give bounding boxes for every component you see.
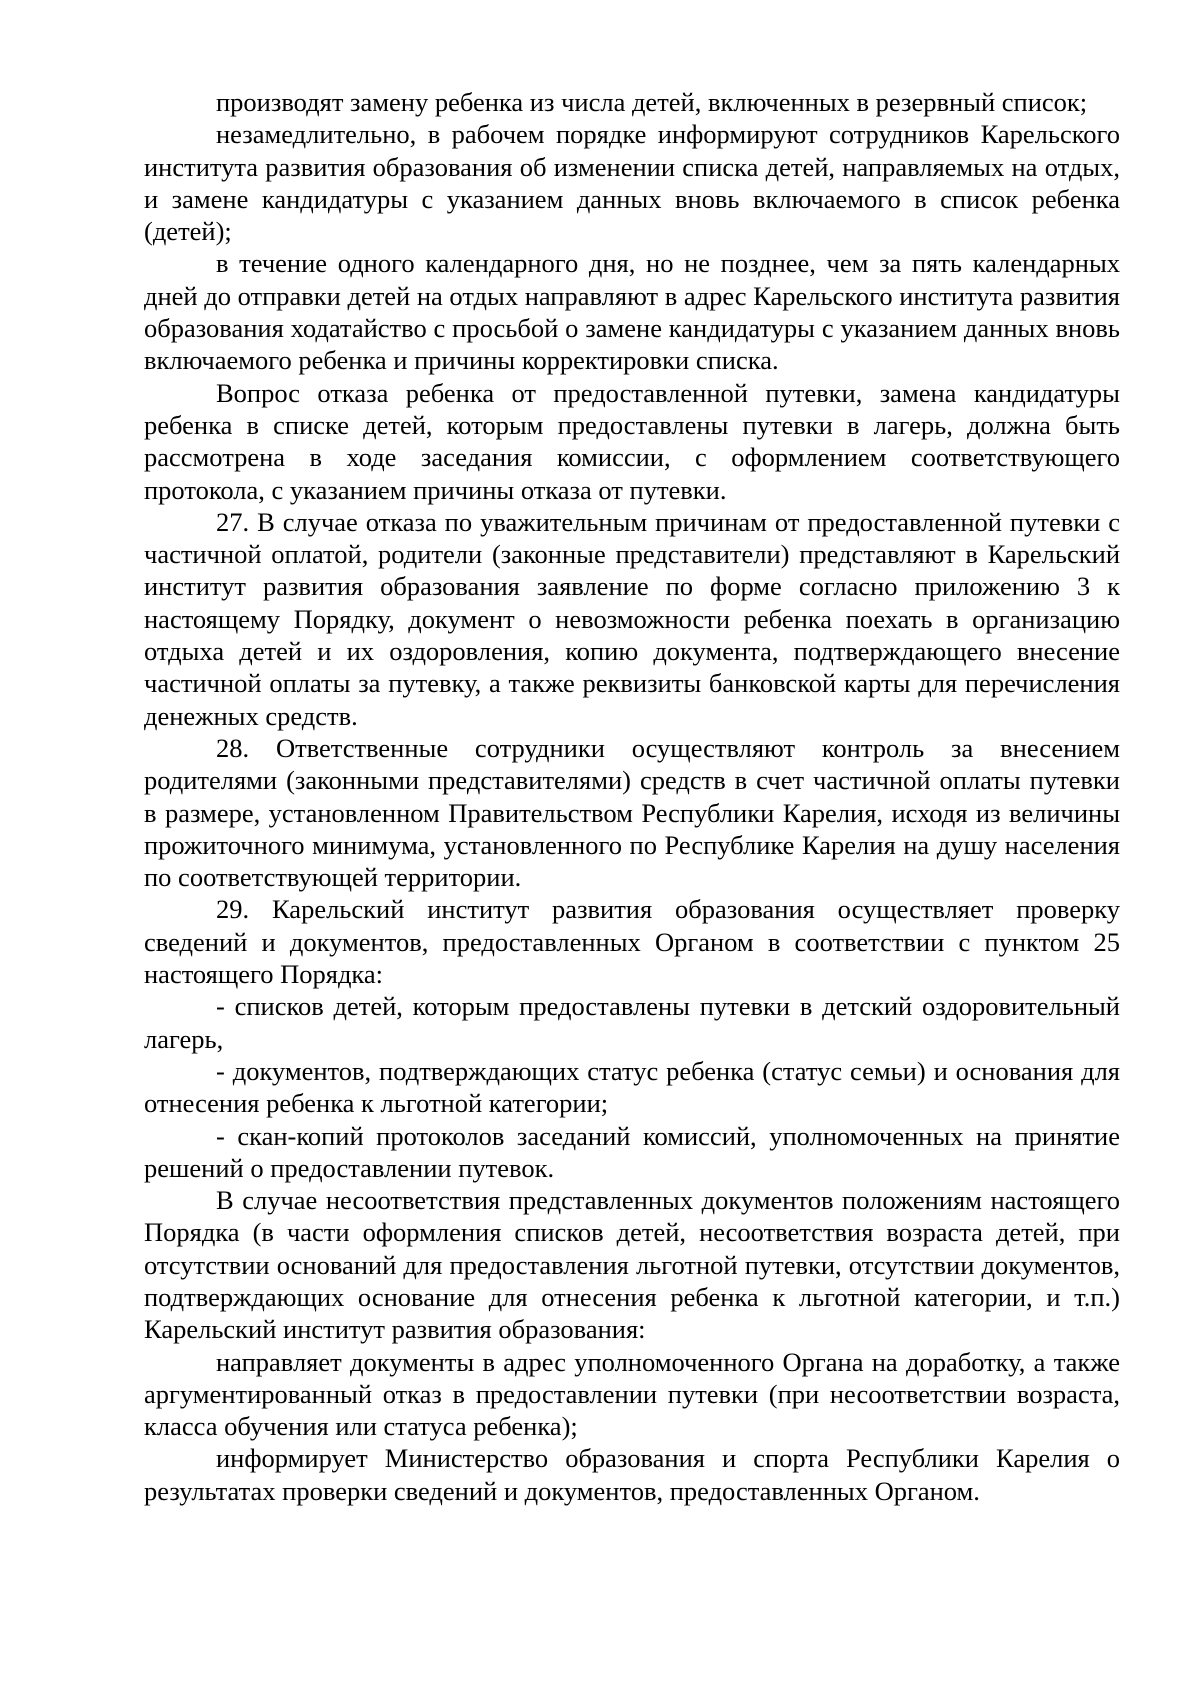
paragraph-inform-ministry: информирует Министерство образования и спорта Республики Карелия о результатах проверки сведений и документов, предоставленных Органом. (144, 1443, 1120, 1506)
paragraph-mismatch-case: В случае несоответствия представленных документов положениям настоящего Порядка (в части оформления списков детей, несоответствия возраста детей, при отсутствии оснований для предоставления льготной путевки, отсутствии документов, подтверждающих основание для отнесения ребенка к льготной категории, и т.п.) Карельский институт развития образования: (144, 1185, 1120, 1345)
paragraph-item-28: 28. Ответственные сотрудники осуществляют контроль за внесением родителями (законными представителями) средств в счет частичной оплаты путевки в размере, установленном Правительством Республики Карелия, исходя из величины прожиточного минимума, установленного по Республике Карелия на душу населения по соответствующей территории. (144, 732, 1120, 893)
paragraph-replace-child: производят замену ребенка из числа детей, включенных в резервный список; (216, 87, 1088, 117)
paragraph-item-27: 27. В случае отказа по уважительным причинам от предоставленной путевки с частичной оплатой, родители (законные представители) представляют в Карельский институт развития образования заявление по форме согласно приложению 3 к настоящему Порядку, документ о невозможности ребенка поехать в организацию отдыха детей и их оздоровления, копию документа, подтверждающего внесение частичной оплаты за путевку, а также реквизиты банковской карты для перечисления денежных средств. (144, 506, 1120, 731)
document-page (144, 86, 1120, 1507)
paragraph-return-documents: направляет документы в адрес уполномоченного Органа на доработку, а также аргументированный отказ в предоставлении путевки (при несоответствии возраста, класса обучения или статуса ребенка); (144, 1346, 1120, 1442)
paragraph-item-29: 29. Карельский институт развития образования осуществляет проверку сведений и документов, предоставленных Органом в соответствии с пунктом 25 настоящего Порядка: (144, 894, 1120, 990)
list-item-children-lists: - списков детей, которым предоставлены путевки в детский оздоровительный лагерь, (144, 991, 1120, 1054)
paragraph-refusal-question: Вопрос отказа ребенка от предоставленной путевки, замена кандидатуры ребенка в списке детей, которым предоставлены путевки в лагерь, должна быть рассмотрена в ходе заседания комиссии, с оформлением соответствующего протокола, с указанием причины отказа от путевки. (144, 377, 1120, 505)
paragraph-inform-staff: незамедлительно, в рабочем порядке информируют сотрудников Карельского института развития образования об изменении списка детей, направляемых на отдых, и замене кандидатуры с указанием данных вновь включаемого в список ребенка (детей); (144, 119, 1120, 247)
list-item-status-documents: - документов, подтверждающих статус ребенка (статус семьи) и основания для отнесения ребенка к льготной категории; (144, 1055, 1120, 1119)
paragraph-petition: в течение одного календарного дня, но не позднее, чем за пять календарных дней до отправки детей на отдых направляют в адрес Карельского института развития образования ходатайство с просьбой о замене кандидатуры с указанием данных вновь включаемого ребенка и причины корректировки списка. (144, 248, 1120, 376)
list-item-protocol-scans: - скан-копий протоколов заседаний комиссий, уполномоченных на принятие решений о предоставлении путевок. (144, 1120, 1120, 1183)
